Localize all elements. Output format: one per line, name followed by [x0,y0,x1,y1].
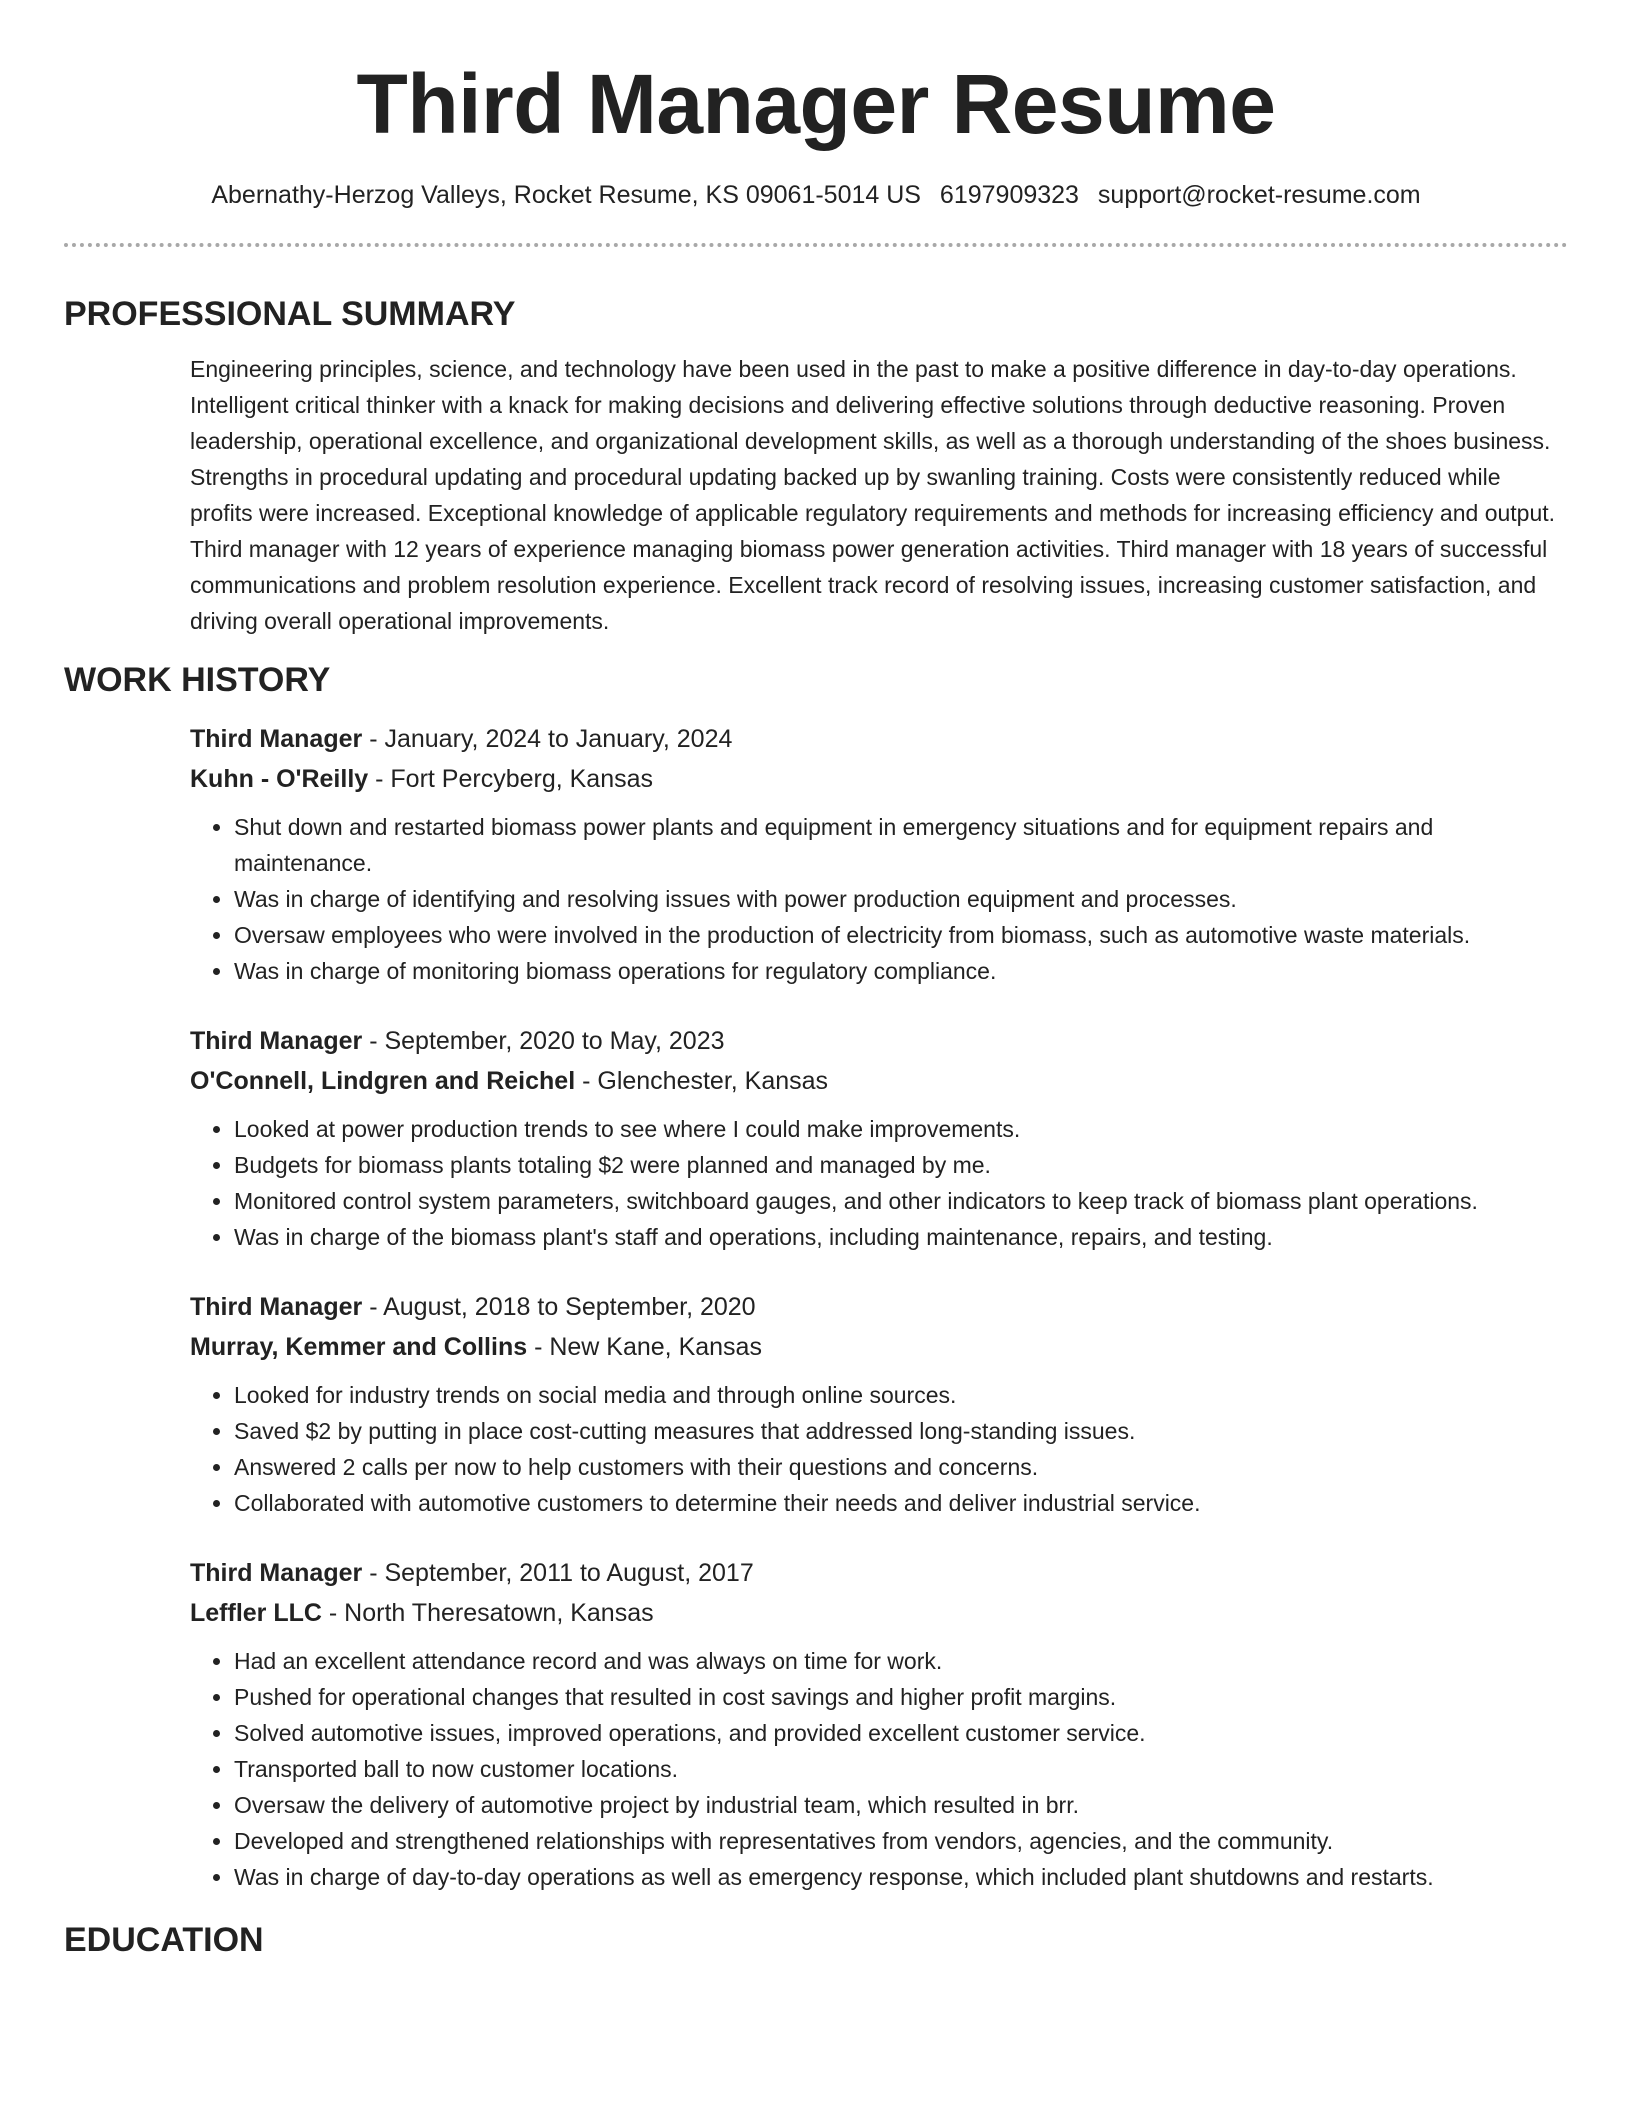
job-bullet: • Was in charge of day-to-day operations as well as emergency response, which included plant shutdowns and restarts. [234,1859,1568,1895]
job-title-line [190,719,1568,759]
contact-email[interactable]: support@rocket-resume.com [1097,181,1421,209]
job-bullets [190,1377,1568,1521]
job-title: Third Manager [190,725,363,753]
job-title-line [190,1287,1568,1327]
job-title: Third Manager [190,1559,363,1587]
resume-title: Third Manager Resume [356,57,1276,151]
job-bullet: • Oversaw employees who were involved in the production of electricity from biomass, such as automotive waste materials. [234,917,1568,953]
job-dates: - August, 2018 to September, 2020 [362,1293,756,1321]
job-company: Murray, Kemmer and Collins [190,1333,528,1361]
summary-text: Engineering principles, science, and technology have been used in the past to make a positive difference in day-to-day operations. Intelligent critical thinker with a knack for making decisions and delivering effective solutions through deductive reasoning. Proven leadership, operational excellence, and organizational development skills, as well as a thorough understanding of the shoes business. Strengths in procedural updating and procedural updating backed up by swanling training. Costs were consistently reduced while profits were increased. Exceptional knowledge of applicable regulatory requirements and methods for increasing efficiency and output. Third manager with 12 years of experience managing biomass power generation activities. Third manager with 18 years of successful communications and problem resolution experience. Excellent track record of resolving issues, increasing customer satisfaction, and driving overall operational improvements. [190,356,1556,634]
job-bullets [190,1111,1568,1255]
job-bullet: • Was in charge of identifying and resolving issues with power production equipment and processes. [234,881,1568,917]
job-company: Leffler LLC [190,1599,322,1627]
job-bullet: • Answered 2 calls per now to help customers with their questions and concerns. [234,1449,1568,1485]
job-bullet: • Budgets for biomass plants totaling $2 were planned and managed by me. [234,1147,1568,1183]
job-entry [190,719,1568,989]
job-bullets [190,1643,1568,1895]
job-company-line [190,1327,1568,1367]
job-company-line [190,1061,1568,1101]
job-company: Kuhn - O'Reilly [190,765,369,793]
job-title-line [190,1021,1568,1061]
work-history-list [190,719,1568,1895]
job-bullet: • Transported ball to now customer locations. [234,1751,1568,1787]
job-company: O'Connell, Lindgren and Reichel [190,1067,576,1095]
job-bullet: • Monitored control system parameters, switchboard gauges, and other indicators to keep track of biomass plant operations. [234,1183,1568,1219]
job-dates: - September, 2011 to August, 2017 [362,1559,754,1587]
job-bullet: • Had an excellent attendance record and was always on time for work. [234,1643,1568,1679]
job-location: - Fort Percyberg, Kansas [368,765,654,793]
work-history-heading: WORK HISTORY [64,661,331,699]
job-entry [190,1021,1568,1255]
job-bullets [190,809,1568,989]
summary-heading: PROFESSIONAL SUMMARY [64,295,516,333]
job-entry [190,1553,1568,1895]
job-location: - North Theresatown, Kansas [321,1599,654,1627]
job-location: - Glenchester, Kansas [575,1067,829,1095]
education-heading: EDUCATION [64,1921,264,1959]
job-location: - New Kane, Kansas [527,1333,762,1361]
job-title: Third Manager [190,1293,363,1321]
job-bullet: • Pushed for operational changes that resulted in cost savings and higher profit margins. [234,1679,1568,1715]
job-entry [190,1287,1568,1521]
header-divider [64,243,1568,247]
job-company-line [190,759,1568,799]
job-bullet: • Looked for industry trends on social media and through online sources. [234,1377,1568,1413]
job-title: Third Manager [190,1027,363,1055]
job-bullet: • Oversaw the delivery of automotive project by industrial team, which resulted in brr. [234,1787,1568,1823]
job-dates: - September, 2020 to May, 2023 [362,1027,725,1055]
job-bullet: • Saved $2 by putting in place cost-cutting measures that addressed long-standing issues. [234,1413,1568,1449]
contact-address: Abernathy-Herzog Valleys, Rocket Resume, KS 09061-5014 US [211,181,921,209]
job-bullet: • Collaborated with automotive customers to determine their needs and deliver industrial service. [234,1485,1568,1521]
job-company-line [190,1593,1568,1633]
job-title-line [190,1553,1568,1593]
job-bullet: • Looked at power production trends to see where I could make improvements. [234,1111,1568,1147]
job-bullet: • Was in charge of the biomass plant's staff and operations, including maintenance, repairs, and testing. [234,1219,1568,1255]
job-dates: - January, 2024 to January, 2024 [362,725,733,753]
contact-phone[interactable]: 6197909323 [939,181,1079,209]
resume-page [64,0,1568,2112]
job-bullet: • Solved automotive issues, improved operations, and provided excellent customer service. [234,1715,1568,1751]
contact-line [64,178,1568,212]
job-bullet: • Shut down and restarted biomass power plants and equipment in emergency situations and for equipment repairs and maintenance. [234,809,1568,881]
job-bullet: • Was in charge of monitoring biomass operations for regulatory compliance. [234,953,1568,989]
job-bullet: • Developed and strengthened relationships with representatives from vendors, agencies, and the community. [234,1823,1568,1859]
